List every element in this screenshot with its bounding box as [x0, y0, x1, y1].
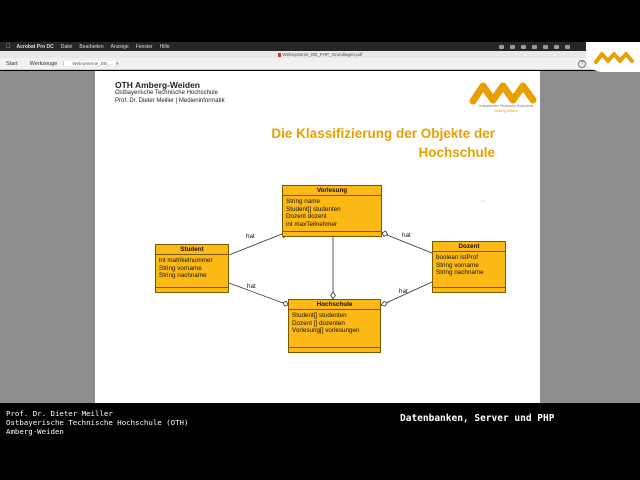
menu-fenster[interactable]: Fenster: [131, 43, 149, 50]
status-icon-2[interactable]: [510, 45, 515, 49]
org-subtitle-2: Prof. Dr. Dieter Meiller | Medieninformatik: [115, 98, 225, 104]
status-icon-1[interactable]: [499, 45, 504, 49]
pdf-file-icon: [278, 53, 281, 57]
uml-class-vorlesung: [282, 185, 382, 237]
slide-title-line-2: Hochschule: [418, 145, 495, 160]
presenter-institution: Ostbayerische Technische Hochschule (OTH): [6, 418, 189, 427]
uml-attribute: int maxTeilnehmer: [286, 220, 338, 228]
status-icon-4[interactable]: [532, 45, 537, 49]
assoc-dozent-hochschule: [386, 282, 432, 303]
assoc-student-hochschule: [229, 283, 283, 303]
uml-attribute: Dozent dozent: [286, 213, 327, 221]
caption-bar: [0, 403, 640, 480]
assoc-student-vorlesung: [229, 234, 282, 255]
window-titlebar: [0, 51, 640, 58]
uml-attribute: String nachname: [436, 269, 484, 277]
mouse-cursor-icon: ·:·: [481, 199, 486, 205]
status-icon-5[interactable]: [543, 45, 548, 49]
oth-corner-logo-icon: [586, 42, 640, 72]
acrobat-tabbar: [0, 58, 640, 70]
diamond-vorlesung-right: [382, 231, 388, 236]
label-hat-4: hat: [399, 288, 408, 295]
tab-werkzeuge[interactable]: Werkzeuge: [29, 60, 58, 67]
org-subtitle-1: Ostbayerische Technische Hochschule: [115, 90, 218, 96]
uml-class-dozent: [432, 241, 506, 293]
tab-close-icon[interactable]: ×: [116, 61, 119, 66]
uml-methods-divider: [289, 347, 380, 348]
uml-attribute: int matrikelnummer: [159, 257, 213, 264]
uml-class-name: Vorlesung: [283, 186, 381, 196]
uml-class-name: Student: [156, 245, 228, 255]
battery-icon[interactable]: [565, 45, 570, 49]
pdf-page: [95, 71, 540, 403]
menubar-status-icons: [493, 42, 570, 51]
uml-methods-divider: [156, 287, 228, 288]
help-icon[interactable]: ?: [578, 60, 586, 68]
uml-methods-divider: [283, 231, 381, 232]
tab-start[interactable]: Start: [6, 60, 18, 67]
corner-logo: [586, 42, 640, 72]
presenter-location: Amberg-Weiden: [6, 427, 64, 436]
tab-document[interactable]: [63, 61, 117, 66]
wifi-icon[interactable]: [554, 45, 559, 49]
uml-attribute: String vorname: [159, 264, 202, 272]
uml-attribute: Vorlesung[] vorlesungen: [292, 327, 360, 335]
menu-bearbeiten[interactable]: Bearbeiten: [74, 43, 100, 50]
uml-attribute: String nachname: [159, 272, 207, 280]
apple-icon[interactable]: [6, 44, 11, 50]
course-title: Datenbanken, Server und PHP: [400, 413, 555, 424]
uml-attribute: Student[] studenten: [286, 205, 341, 213]
uml-class-name: Dozent: [433, 242, 505, 252]
menu-datei[interactable]: Datei: [56, 43, 68, 50]
uml-attribute: Dozent [] dozenten: [292, 319, 345, 327]
document-canvas[interactable]: [0, 71, 640, 403]
label-hat-2: hat: [402, 232, 411, 239]
uml-methods-divider: [433, 287, 505, 288]
uml-associations: [95, 71, 540, 403]
status-icon-3[interactable]: [521, 45, 526, 49]
uml-class-name: Hochschule: [289, 300, 380, 310]
uml-class-student: [155, 244, 229, 293]
menubar: [0, 42, 640, 51]
diamond-hochschule-right: [381, 302, 388, 307]
menu-app-name[interactable]: Acrobat Pro DC: [12, 43, 50, 50]
uml-class-hochschule: [288, 299, 381, 353]
label-hat-3: hat: [247, 283, 256, 290]
logo-text-2: Amberg-Weiden: [494, 109, 518, 113]
uml-attribute: String vorname: [436, 261, 479, 269]
uml-attribute: boolean istProf: [436, 254, 479, 261]
menu-anzeige[interactable]: Anzeige: [106, 43, 125, 50]
slide-title-line-1: Die Klassifizierung der Objekte der: [271, 126, 495, 141]
diamond-hochschule-top: [331, 292, 336, 299]
presenter-name: Prof. Dr. Dieter Meiller: [6, 409, 113, 418]
menu-hilfe[interactable]: Hilfe: [155, 43, 166, 50]
org-title: OTH Amberg-Weiden: [115, 80, 201, 90]
logo-text-1: Ostbayerische Technische Hochschule: [478, 104, 534, 108]
label-hat-1: hat: [246, 233, 255, 240]
uml-attribute: Student[] studenten: [292, 312, 347, 319]
tab-document-label: Websysteme_DB_...: [72, 61, 114, 66]
window-title: Websysteme_DB_PHP_Grundlagen.pdf: [282, 52, 363, 57]
uml-attribute: String name: [286, 198, 320, 205]
